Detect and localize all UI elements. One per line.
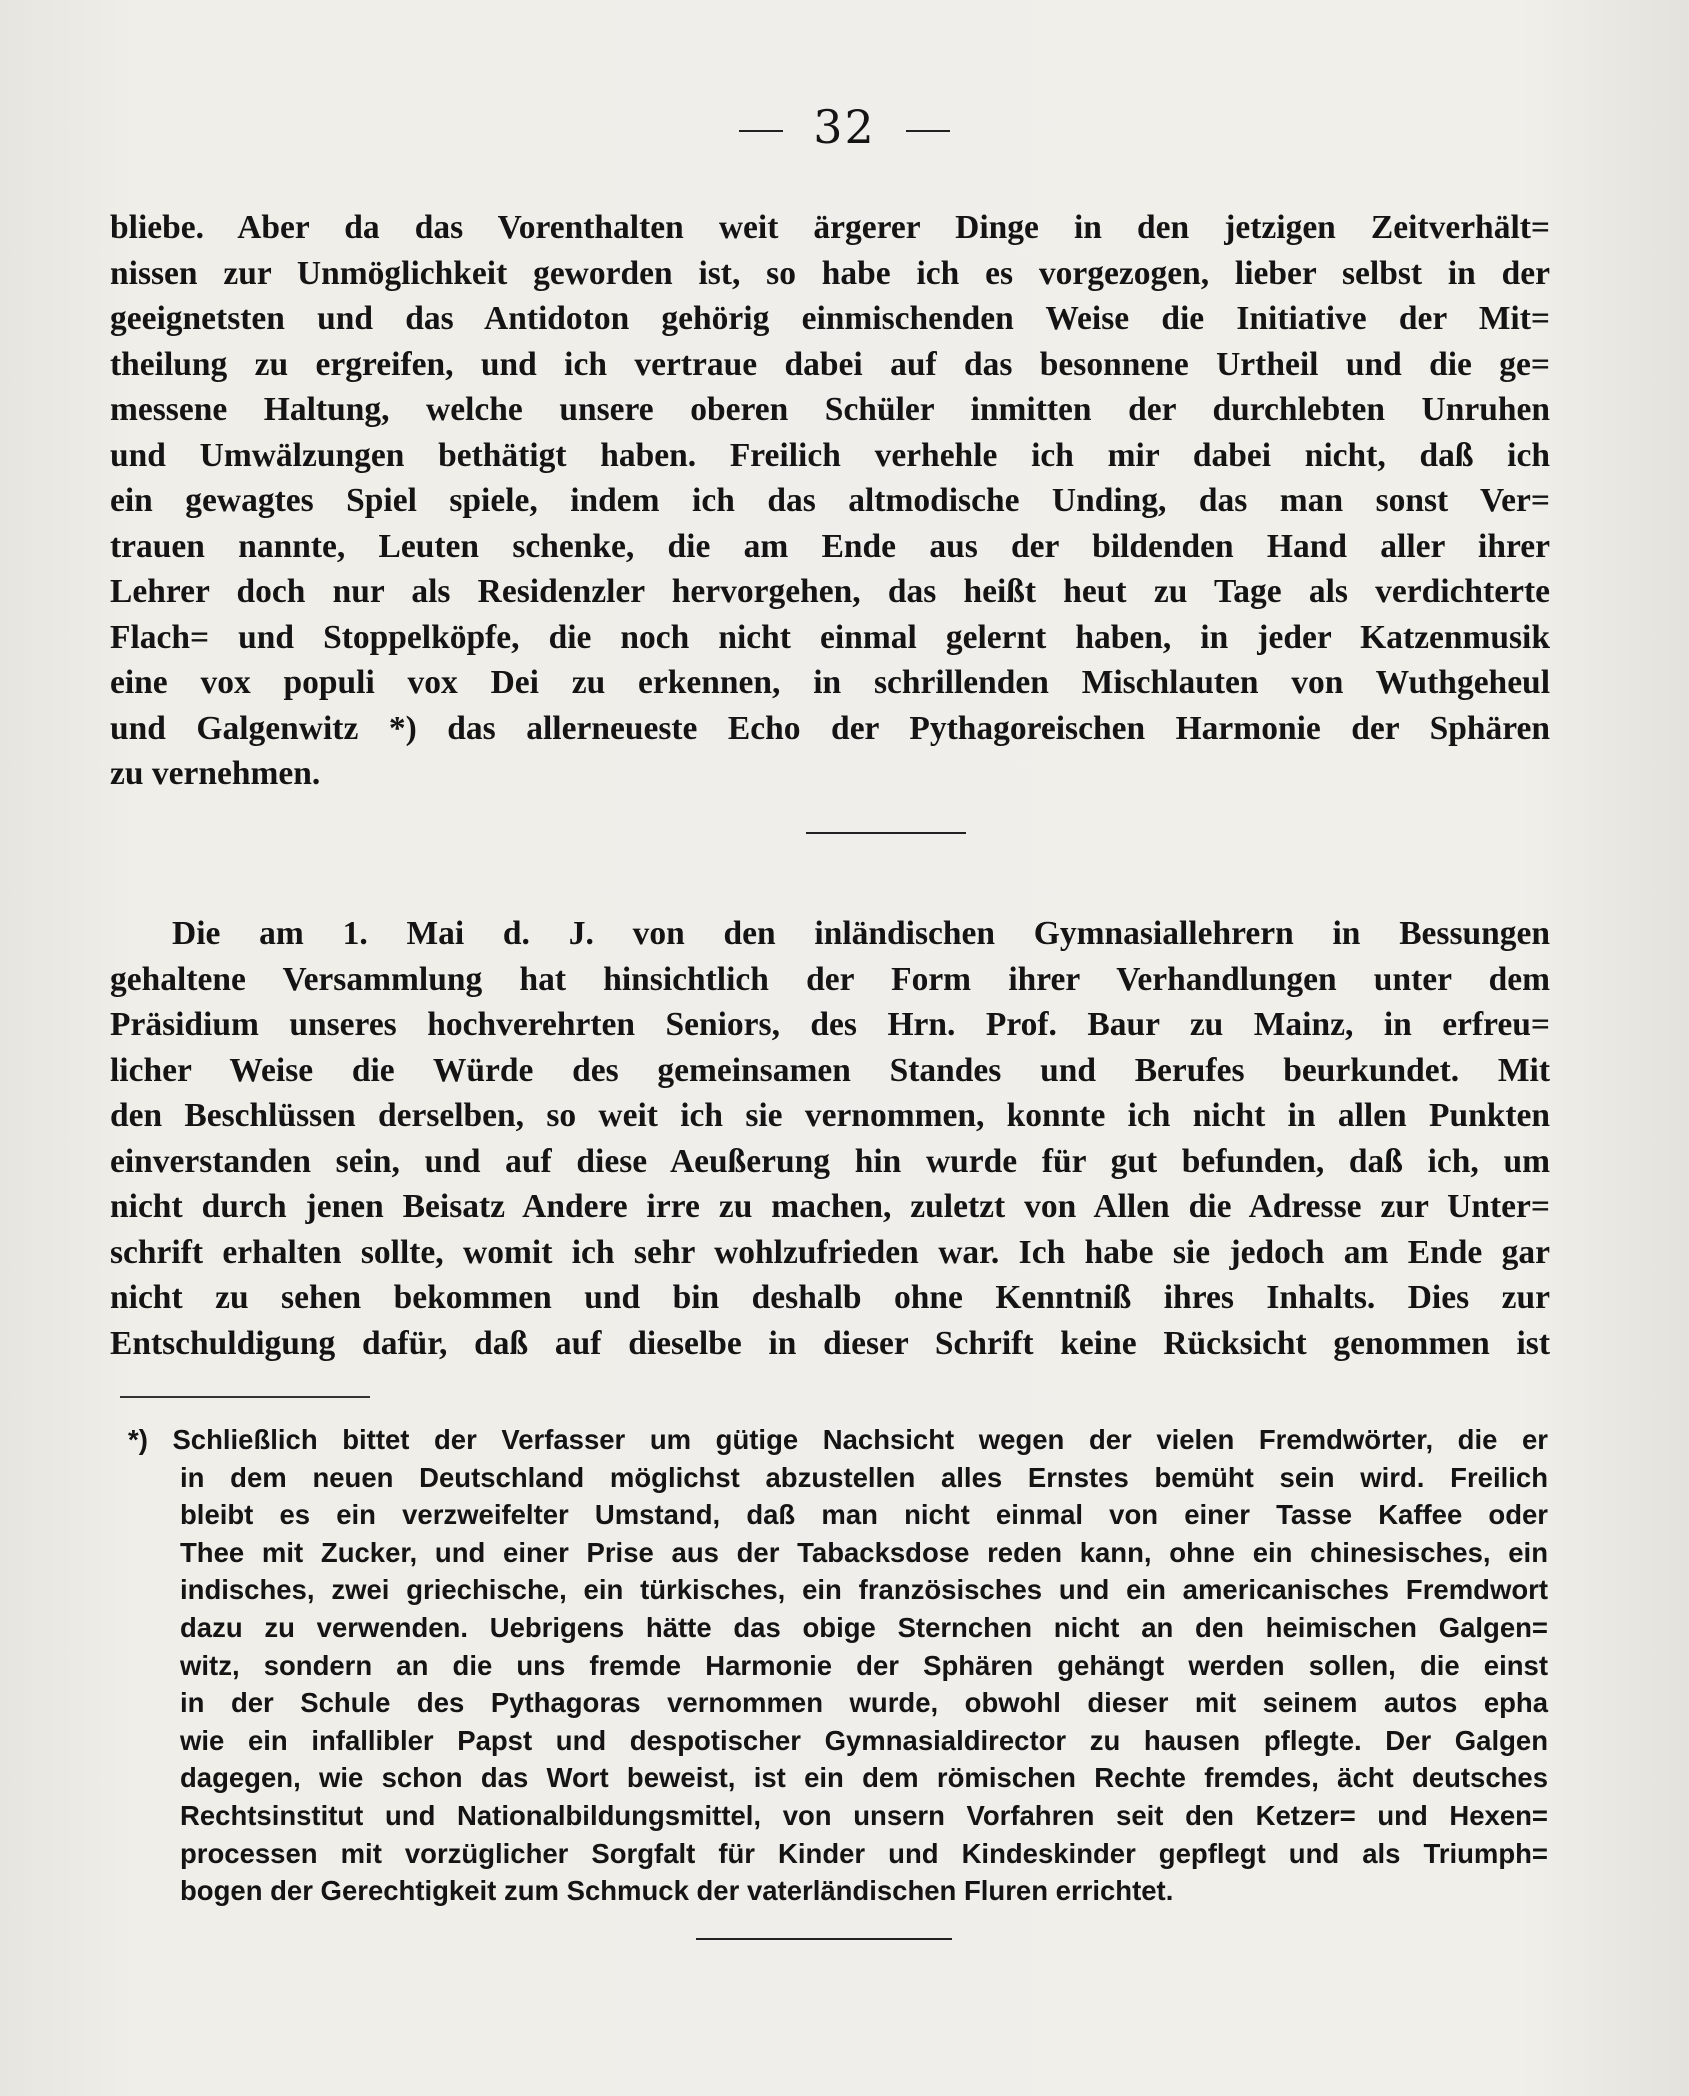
text-line: nicht durch jenen Beisatz Andere irre zu machen, zuletzt von Allen die Adresse zur Unter=	[110, 1188, 1550, 1225]
section-divider	[806, 832, 966, 834]
text-line: einverstanden sein, und auf diese Aeußerung hin wurde für gut befunden, daß ich, um	[110, 1142, 1550, 1180]
text-line: zu vernehmen.	[110, 755, 321, 792]
footnote-line: processen mit vorzüglicher Sorgfalt für Kinder und Kindeskinder gepflegt und als Triumph=	[180, 1837, 1548, 1869]
text-line: Lehrer doch nur als Residenzler hervorgehen, das heißt heut zu Tage als verdichterte	[110, 573, 1550, 610]
header-dash-right	[906, 130, 950, 132]
footnote-line: bleibt es ein verzweifelter Umstand, daß man nicht einmal von einer Tasse Kaffee oder	[180, 1499, 1548, 1531]
footnote-line: Thee mit Zucker, und einer Prise aus der Tabacksdose reden kann, ohne ein chinesisches, ein	[180, 1536, 1548, 1568]
end-rule	[696, 1938, 952, 1940]
text-line: und Galgenwitz *) das allerneueste Echo der Pythagoreischen Harmonie der Sphären	[110, 709, 1550, 747]
paragraph-2	[110, 911, 1550, 1366]
footnote-line: in dem neuen Deutschland möglichst abzustellen alles Ernstes bemüht sein wird. Freilich	[180, 1461, 1548, 1493]
footnote-line: Rechtsinstitut und Nationalbildungsmittel, von unsern Vorfahren seit den Ketzer= und Hexen=	[180, 1799, 1548, 1831]
footnote-line: indisches, zwei griechische, ein türkisches, ein französisches und ein americanisches Fremdwort	[180, 1574, 1548, 1606]
text-line: geeignetsten und das Antidoton gehörig einmischenden Weise die Initiative der Mit=	[110, 300, 1550, 337]
text-line: nicht zu sehen bekommen und bin deshalb ohne Kenntniß ihres Inhalts. Dies zur	[110, 1279, 1550, 1316]
footnote-line: wie ein infallibler Papst und despotischer Gymnasialdirector zu hausen pflegte. Der Galgen	[180, 1724, 1548, 1756]
footnote-line: in der Schule des Pythagoras vernommen wurde, obwohl dieser mit seinem autos epha	[180, 1687, 1548, 1719]
text-line: licher Weise die Würde des gemeinsamen Standes und Berufes beurkundet. Mit	[110, 1051, 1550, 1089]
footnote-line: dazu zu verwenden. Uebrigens hätte das obige Sternchen nicht an den heimischen Galgen=	[180, 1611, 1548, 1643]
footnote-line: dagegen, wie schon das Wort beweist, ist ein dem römischen Rechte fremdes, ächt deutsches	[180, 1762, 1548, 1794]
header-dash-left	[739, 130, 783, 132]
footnote-line: bogen der Gerechtigkeit zum Schmuck der vaterländischen Fluren errichtet.	[180, 1875, 1174, 1907]
text-line: ein gewagtes Spiel spiele, indem ich das altmodische Unding, das man sonst Ver=	[110, 482, 1550, 519]
footnote-separator	[120, 1396, 370, 1398]
paragraph-1	[110, 205, 1550, 797]
text-line: gehaltene Versammlung hat hinsichtlich der Form ihrer Verhandlungen unter dem	[110, 960, 1550, 998]
text-line: bliebe. Aber da das Vorenthalten weit ärgerer Dinge in den jetzigen Zeitverhält=	[110, 209, 1550, 246]
text-line: eine vox populi vox Dei zu erkennen, in schrillenden Mischlauten von Wuthgeheul	[110, 664, 1550, 701]
text-line: den Beschlüssen derselben, so weit ich sie vernommen, konnte ich nicht in allen Punkten	[110, 1097, 1550, 1134]
text-line: messene Haltung, welche unsere oberen Schüler inmitten der durchlebten Unruhen	[110, 391, 1550, 428]
footnote-line: *) Schließlich bittet der Verfasser um gütige Nachsicht wegen der vielen Fremdwörter, die er	[128, 1424, 1548, 1455]
text-line: schrift erhalten sollte, womit ich sehr wohlzufrieden war. Ich habe sie jedoch am Ende gar	[110, 1233, 1550, 1271]
footnote	[128, 1421, 1548, 1910]
text-line: Präsidium unseres hochverehrten Seniors, des Hrn. Prof. Baur zu Mainz, in erfreu=	[110, 1006, 1550, 1043]
text-line: und Umwälzungen bethätigt haben. Freilich verhehle ich mir dabei nicht, daß ich	[110, 436, 1550, 474]
text-line: Die am 1. Mai d. J. von den inländischen Gymnasiallehrern in Bessungen	[172, 915, 1550, 952]
text-line: Entschuldigung dafür, daß auf dieselbe in dieser Schrift keine Rücksicht genommen ist	[110, 1324, 1550, 1362]
text-line: Flach= und Stoppelköpfe, die noch nicht einmal gelernt haben, in jeder Katzenmusik	[110, 618, 1550, 656]
footnote-line: witz, sondern an die uns fremde Harmonie der Sphären gehängt werden sollen, die einst	[180, 1649, 1548, 1681]
text-line: theilung zu ergreifen, und ich vertraue dabei auf das besonnene Urtheil und die ge=	[110, 345, 1550, 383]
text-line: nissen zur Unmöglichkeit geworden ist, so habe ich es vorgezogen, lieber selbst in der	[110, 254, 1550, 292]
page-number: 32	[813, 100, 876, 154]
page-header	[0, 100, 1689, 154]
text-line: trauen nannte, Leuten schenke, die am Ende aus der bildenden Hand aller ihrer	[110, 527, 1550, 565]
